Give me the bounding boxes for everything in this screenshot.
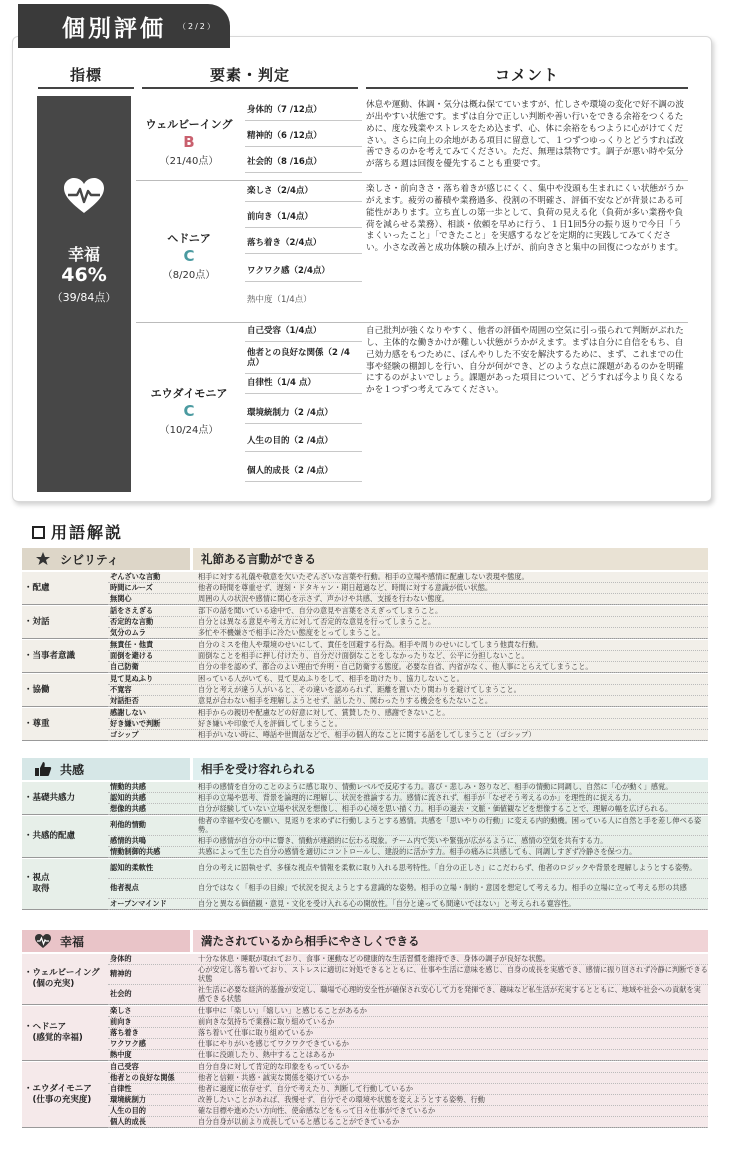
glossary-term: 見て見ぬふり — [110, 673, 154, 683]
glossary-row — [108, 1039, 708, 1050]
glossary-group-name: ・対話 — [24, 616, 50, 627]
glossary-row — [108, 640, 708, 651]
glossary-term: 対話拒否 — [110, 695, 139, 705]
glossary-row — [108, 594, 708, 605]
glossary-definition: 仕事にやりがいを感じてワクワクできているか — [198, 1038, 349, 1048]
sub-item: 他者との良好な関係（2 /4点） — [245, 342, 362, 374]
glossary-group — [22, 782, 708, 815]
glossary-term: 感情的共鳴 — [110, 835, 146, 845]
glossary-term: 時間にルーズ — [110, 582, 153, 592]
glossary-term: 他者との良好な関係 — [110, 1072, 175, 1082]
glossary-term: 自己防衛 — [110, 661, 139, 671]
glossary-term: ワクワク感 — [110, 1038, 146, 1048]
glossary-group-name: ・尊重 — [24, 718, 50, 729]
section-label-text: 共感 — [60, 762, 85, 777]
section-label-text: 幸福 — [60, 934, 85, 949]
sub-item: 人生の目的（2 /4点） — [245, 424, 362, 452]
glossary-group-name: ・基礎共感力 — [24, 792, 76, 803]
civility-icon — [34, 551, 52, 567]
glossary-group-name: ・ウェルビーイング (個の充実) — [24, 968, 100, 989]
heart-pulse-icon — [63, 176, 105, 216]
glossary-term: 利他的情動 — [110, 820, 146, 830]
sub-item: 熱中度（1/4点） — [247, 295, 312, 306]
page-title: 個別評価 — [62, 15, 166, 42]
sub-item: 自己受容（1/4点） — [245, 322, 362, 342]
glossary-row — [108, 696, 708, 707]
sub-item: 精神的（6 /12点） — [245, 121, 362, 147]
element-score: （21/40点） — [159, 156, 219, 167]
glossary-definition: 社生活に必要な経済的基盤が安定し、職場で心理的安全性が確保され安心して力を発揮でき、趣味など私生活が充実するとともに、地域や社会への貢献を実感できる状態 — [198, 985, 701, 1003]
page-indicator: （2/2） — [178, 21, 217, 31]
sub-item: 個人的成長（2 /4点） — [245, 452, 362, 482]
glossary-row — [108, 1006, 708, 1017]
glossary-term: 好き嫌いで判断 — [110, 718, 161, 728]
glossary-group — [22, 640, 708, 673]
element-grade: C — [183, 402, 195, 420]
glossary-definition: 自分のミスを他人や環境のせいにして、責任を回避する行為。相手や周りのせいにしてしまう他責な行動。 — [198, 639, 543, 649]
glossary-term: ゴシップ — [110, 729, 139, 739]
glossary-row — [108, 879, 708, 899]
glossary-row — [108, 1106, 708, 1117]
glossary-row — [108, 847, 708, 858]
glossary-group-name: ・視点 取得 — [24, 873, 50, 894]
glossary-term: 否定的な言動 — [110, 616, 154, 626]
comment-hedonia: 楽しさ・前向きさ・落ち着きが感じにくく、集中や没頭も生まれにくい状態がうかがえます。疲労の蓄積や業務過多、役割の不明確さ、評価不安などが背景にある可能性があります。立ち直しの第一歩として、負荷の見える化（負荷が多い業務や負荷を減らせる業務）、相談・依頼を早めに行う、１日1回5分の振り返りで今日「うまくいったこと」「できたこと」を実感するなどを定期的に実践してみてください。小さな改善と成功体験の積み上げが、前向きさと集中の回復につながります。 — [366, 184, 684, 254]
glossary-row — [108, 1062, 708, 1073]
glossary-definition: 共感によって生じた自分の感情を適切にコントロールし、建設的に活かす力。相手の痛みに共感しても、同調しすぎず冷静さを保つ力。 — [198, 846, 637, 856]
glossary-definition: 確な目標や進めたい方向性、使命感などをもって日々仕事ができているか — [198, 1105, 436, 1115]
glossary-row — [108, 954, 708, 965]
glossary-term: 精神的 — [110, 969, 132, 979]
glossary-term: 他者視点 — [110, 883, 139, 893]
glossary-term: 無関心 — [110, 593, 132, 603]
element-name: ヘドニア — [167, 232, 211, 245]
glossary-definition: 相手の立場や思考、背景を論理的に理解し、状況を推論する力。感情に流されず、相手が「なぜそう考えるのか」を理性的に捉える力。 — [198, 792, 636, 802]
element-grade: C — [183, 247, 195, 265]
glossary-definition: 落ち着いて仕事に取り組めているか — [198, 1027, 314, 1037]
glossary-group — [22, 606, 708, 639]
glossary-term: 自律性 — [110, 1083, 132, 1093]
glossary-definition: 自分とは異なる意見や考え方に対して否定的な意見を行ってしまうこと。 — [198, 616, 436, 626]
glossary-group-name: ・共感的配慮 — [24, 831, 76, 842]
glossary-group-name: ・配慮 — [24, 582, 50, 593]
sub-item: 落ち着き（2/4点） — [245, 228, 362, 254]
glossary-term: 無責任・他責 — [110, 639, 154, 649]
thumbs-up-icon — [34, 761, 52, 777]
glossary-term: 人生の目的 — [110, 1105, 146, 1115]
glossary-term: 個人的成長 — [110, 1116, 146, 1126]
glossary-definition: 十分な休息・睡眠が取れており、食事・運動などの健康的な生活習慣を維持でき、身体の調子が良好な状態。 — [198, 953, 550, 963]
glossary-definition: 他者に過度に依存せず、自分で考えたり、判断して行動しているか — [198, 1083, 414, 1093]
glossary-row — [108, 1095, 708, 1106]
glossary-definition: 他者の時間を尊重せず、遅刻・ドタキャン・期日超過など、時間に対する意識が低い状態。 — [198, 582, 493, 592]
glossary-row — [108, 651, 708, 662]
glossary-row — [108, 1017, 708, 1028]
glossary-definition: 前向きな気持ちで業務に取り組めているか — [198, 1016, 335, 1026]
glossary-term: 感謝しない — [110, 707, 146, 717]
divider — [136, 322, 688, 323]
col-header-comment: コメント — [366, 64, 688, 89]
glossary-group — [22, 1006, 708, 1061]
glossary-section-header — [22, 548, 708, 570]
comment-wellbeing: 休息や運動、体調・気分は概ね保てていますが、忙しさや環境の変化で好不調の波が出やすい状態です。まずは自分で正しい判断や善い行いをできる余裕をつくるために、度な残業やストレスをため込まず、心、体に余裕をもつように心がけてください。さらに向上の余地がある項目に留意して、１つずつゆっくりとどうすれば改善できるのかを考えてみてください。ただ、無理は禁物です。調子が悪い時や気分が落ちる週は回復を優先することも重要です。 — [366, 100, 684, 170]
glossary-term: 楽しさ — [110, 1005, 132, 1015]
glossary-row — [108, 793, 708, 804]
glossary-definition: 相手からの親切や配慮などの好意に対して、賞賛したり、感謝できないこと。 — [198, 707, 450, 717]
glossary-definition: 他者の幸福や安心を願い、見返りを求めずに行動しようとする感情。共感を「思いやりの行動」に変える内的動機。困っている人に自然と手を差し伸べる姿勢。 — [198, 816, 702, 834]
glossary-row — [108, 662, 708, 673]
glossary-row — [108, 628, 708, 639]
happiness-percent: 46% — [61, 264, 107, 286]
element-hedonia — [134, 230, 244, 281]
glossary-group — [22, 816, 708, 858]
title-tab — [18, 4, 230, 48]
glossary-definition: 自分の非を認めず、都合のよい理由で弁明・自己防衛する態度。必要な自省、内省がなく、他人事にとらえてしまうこと。 — [198, 661, 593, 671]
element-grade: B — [183, 133, 195, 151]
glossary-term: 認知的柔軟性 — [110, 863, 154, 873]
glossary-definition: 自分自身が以前より成長していると感じることができているか — [198, 1116, 400, 1126]
heart-icon — [34, 933, 52, 949]
glossary-definition: 部下の話を聞いている途中で、自分の意見や言葉をさえぎってしまうこと。 — [198, 605, 443, 615]
glossary-term: 身体的 — [110, 953, 132, 963]
glossary-row — [108, 1117, 708, 1128]
element-score: （10/24点） — [159, 425, 219, 436]
glossary-definition: 自分ではなく「相手の目線」で状況を捉えようとする意識的な姿勢。相手の立場・制約・意図を想定して考える力。相手の立場に立って考える形の共感 — [198, 883, 687, 893]
glossary-section-label — [22, 930, 190, 952]
col-header-element: 要素・判定 — [142, 64, 358, 89]
glossary-row — [108, 816, 708, 836]
glossary-group — [22, 674, 708, 707]
glossary-term: 認知的共感 — [110, 792, 146, 802]
glossary-term: 熱中度 — [110, 1049, 132, 1059]
glossary-definition: 仕事に没頭したり、熱中することはあるか — [198, 1049, 335, 1059]
divider — [136, 180, 688, 181]
glossary-row — [108, 606, 708, 617]
glossary-group-name: ・当事者意識 — [24, 650, 76, 661]
glossary-row — [108, 965, 708, 985]
glossary-term: 社会的 — [110, 989, 132, 999]
glossary-term: 想像的共感 — [110, 803, 146, 813]
glossary-row — [108, 985, 708, 1005]
glossary-group — [22, 572, 708, 605]
glossary-definition: 改善したいことがあれば、我慢せず、自分でその環境や状態を変えようとする姿勢、行動 — [198, 1094, 485, 1104]
glossary-group-name: ・エウダイモニア (仕事の充実度) — [24, 1083, 92, 1105]
sub-item: ワクワク感（2/4点） — [245, 254, 362, 282]
glossary-term: 環境統制力 — [110, 1094, 146, 1104]
glossary-group-name: ・ヘドニア (感覚的幸福) — [24, 1022, 83, 1043]
square-icon — [32, 526, 45, 539]
glossary-section-header — [22, 930, 708, 952]
glossary-row — [108, 685, 708, 696]
glossary-definition: 相手がいない時に、噂話や世間話などで、相手の個人的なことに関する話をしてしまうこと（ゴシップ） — [198, 729, 536, 739]
col-header-indicator: 指標 — [38, 64, 134, 89]
sub-item: 身体的（7 /12点） — [245, 97, 362, 121]
glossary-term: 話をさえぎる — [110, 605, 154, 615]
glossary-row — [108, 1028, 708, 1039]
glossary-row — [108, 572, 708, 583]
glossary-row — [108, 708, 708, 719]
sub-item: 環境統制力（2 /4点） — [245, 394, 362, 424]
glossary-definition: 他者と信頼・共感・誠実な関係を築けているか — [198, 1072, 349, 1082]
glossary-title: 用語解説 — [51, 523, 124, 542]
glossary-section-desc: 満たされているから相手にやさしくできる — [193, 930, 708, 952]
glossary-definition: 自分と異なる価値観・意見・文化を受け入れる心の開放性。「自分と違っても間違いではない」と考えられる寛容性。 — [198, 898, 576, 908]
glossary-definition: 仕事中に「楽しい」「嬉しい」と感じることがあるか — [198, 1005, 367, 1015]
glossary-term: 情動制御的共感 — [110, 846, 161, 856]
glossary-term: オープンマインド — [110, 898, 167, 908]
glossary-definition: 自分の考えに固執せず、多様な視点や情報を柔軟に取り入れる思考特性。「自分の正しさ」にこだわらず、他者のロジックや背景を理解しようとする姿勢。 — [198, 863, 697, 873]
glossary-definition: 意見が合わない相手を理解しようとせず、話したり、関わったりする機会をもたないこと。 — [198, 695, 493, 705]
glossary-group — [22, 859, 708, 910]
glossary-row — [108, 836, 708, 847]
element-name: エウダイモニア — [150, 387, 228, 400]
sub-item: 自律性（1/4 点） — [245, 374, 362, 394]
element-score: （8/20点） — [162, 270, 216, 281]
glossary-section-header — [22, 758, 708, 780]
glossary-term: 不寛容 — [110, 684, 132, 694]
glossary-row — [108, 674, 708, 685]
glossary-term: 前向き — [110, 1016, 132, 1026]
glossary-heading — [32, 520, 123, 543]
glossary-definition: 相手に対する礼儀や敬意を欠いたぞんざいな言葉や行動。相手の立場や感情に配慮しない表現や態度。 — [198, 571, 529, 581]
happiness-panel — [37, 96, 131, 492]
glossary-section-label — [22, 758, 190, 780]
glossary-row — [108, 719, 708, 730]
glossary-definition: 心が安定し落ち着いており、ストレスに適切に対処できるとともに、仕事や生活に意味を感じ、自身の成長を実感でき、感情に振り回されず冷静に判断できる状態 — [198, 965, 708, 983]
glossary-row — [108, 859, 708, 879]
sub-item: 前向き（1/4点） — [245, 202, 362, 228]
glossary-definition: 相手の感情が自分の中に響き、情動が連鎖的に伝わる現象。チーム内で笑いや緊張が広がるように、感情の空気を共有する力。 — [198, 835, 608, 845]
glossary-definition: 自分が経験していない立場や状況を想像し、相手の心境を思い描く力。相手の過去・文脈・価値観などを想像することで、理解の幅を広げられる。 — [198, 803, 673, 813]
glossary-row — [108, 617, 708, 628]
glossary-definition: 自分と考えが違う人がいると、その違いを認められず、距離を置いたり関わりを避けてしまうこと。 — [198, 684, 521, 694]
glossary-group — [22, 1062, 708, 1128]
element-wellbeing — [134, 116, 244, 167]
glossary-row — [108, 1073, 708, 1084]
happiness-score: （39/84点） — [51, 291, 117, 304]
glossary-term: ぞんざいな言動 — [110, 571, 161, 581]
happiness-label: 幸福 — [67, 245, 100, 264]
glossary-group — [22, 954, 708, 1005]
glossary-group-name: ・協働 — [24, 684, 50, 695]
glossary-row — [108, 1084, 708, 1095]
glossary-row — [108, 782, 708, 793]
glossary-definition: 困っている人がいても、見て見ぬふりをして、相手を助けたり、協力しないこと。 — [198, 673, 464, 683]
element-eudaimonia — [134, 385, 244, 436]
glossary-definition: 多忙や不機嫌さで相手に冷たい態度をとってしまうこと。 — [198, 627, 385, 637]
glossary-term: 気分のムラ — [110, 627, 146, 637]
glossary-term: 面倒を避ける — [110, 650, 154, 660]
sub-item: 楽しさ（2/4点） — [245, 182, 362, 202]
glossary-definition: 好き嫌いや印象で人を評価してしまうこと。 — [198, 718, 342, 728]
glossary-definition: 面倒なことを相手に押し付けたり、自分だけ面倒なことをしなかったりなど、公平に分担しないこと。 — [198, 650, 529, 660]
glossary-group — [22, 708, 708, 741]
section-label-text: シビリティ — [60, 552, 119, 567]
glossary-term: 自己受容 — [110, 1061, 139, 1071]
glossary-definition: 相手の感情を自分のことのように感じ取り、情動レベルで反応する力。喜び・悲しみ・怒りなど、相手の情動に同調し、自然に「心が動く」感覚。 — [198, 781, 673, 791]
glossary-term: 落ち着き — [110, 1027, 139, 1037]
glossary-row — [108, 1050, 708, 1061]
glossary-row — [108, 730, 708, 741]
glossary-section-label — [22, 548, 190, 570]
glossary-term: 情動的共感 — [110, 781, 146, 791]
glossary-section-desc: 礼節ある言動ができる — [193, 548, 708, 570]
element-name: ウェルビーイング — [145, 118, 233, 131]
glossary-row — [108, 899, 708, 910]
comment-eudaimonia: 自己批判が強くなりやすく、他者の評価や周囲の空気に引っ張られて判断がぶれたし、主体的な働きかけが難しい状態がうかがえます。まずは自分に自信をもち、自己効力感をもつために、ぼんやりした不安を解決するために、まず、これまでの仕事や経験の棚卸しを行い、自分が何ができ、どのような点に課題があるのかを明確にするのがよいでしょう。課題があった項目について、どうすれば今より良くなるかを１つずつ考えてみてください。 — [366, 326, 684, 396]
glossary-definition: 自分自身に対して肯定的な印象をもっているか — [198, 1061, 349, 1071]
glossary-section-desc: 相手を受け容れられる — [193, 758, 708, 780]
glossary-row — [108, 804, 708, 815]
sub-item: 社会的（8 /16点） — [245, 147, 362, 173]
glossary-row — [108, 583, 708, 594]
glossary-definition: 周囲の人の状況や感情に関心を示さず、声かけや共感、支援を行わない態度。 — [198, 593, 449, 603]
